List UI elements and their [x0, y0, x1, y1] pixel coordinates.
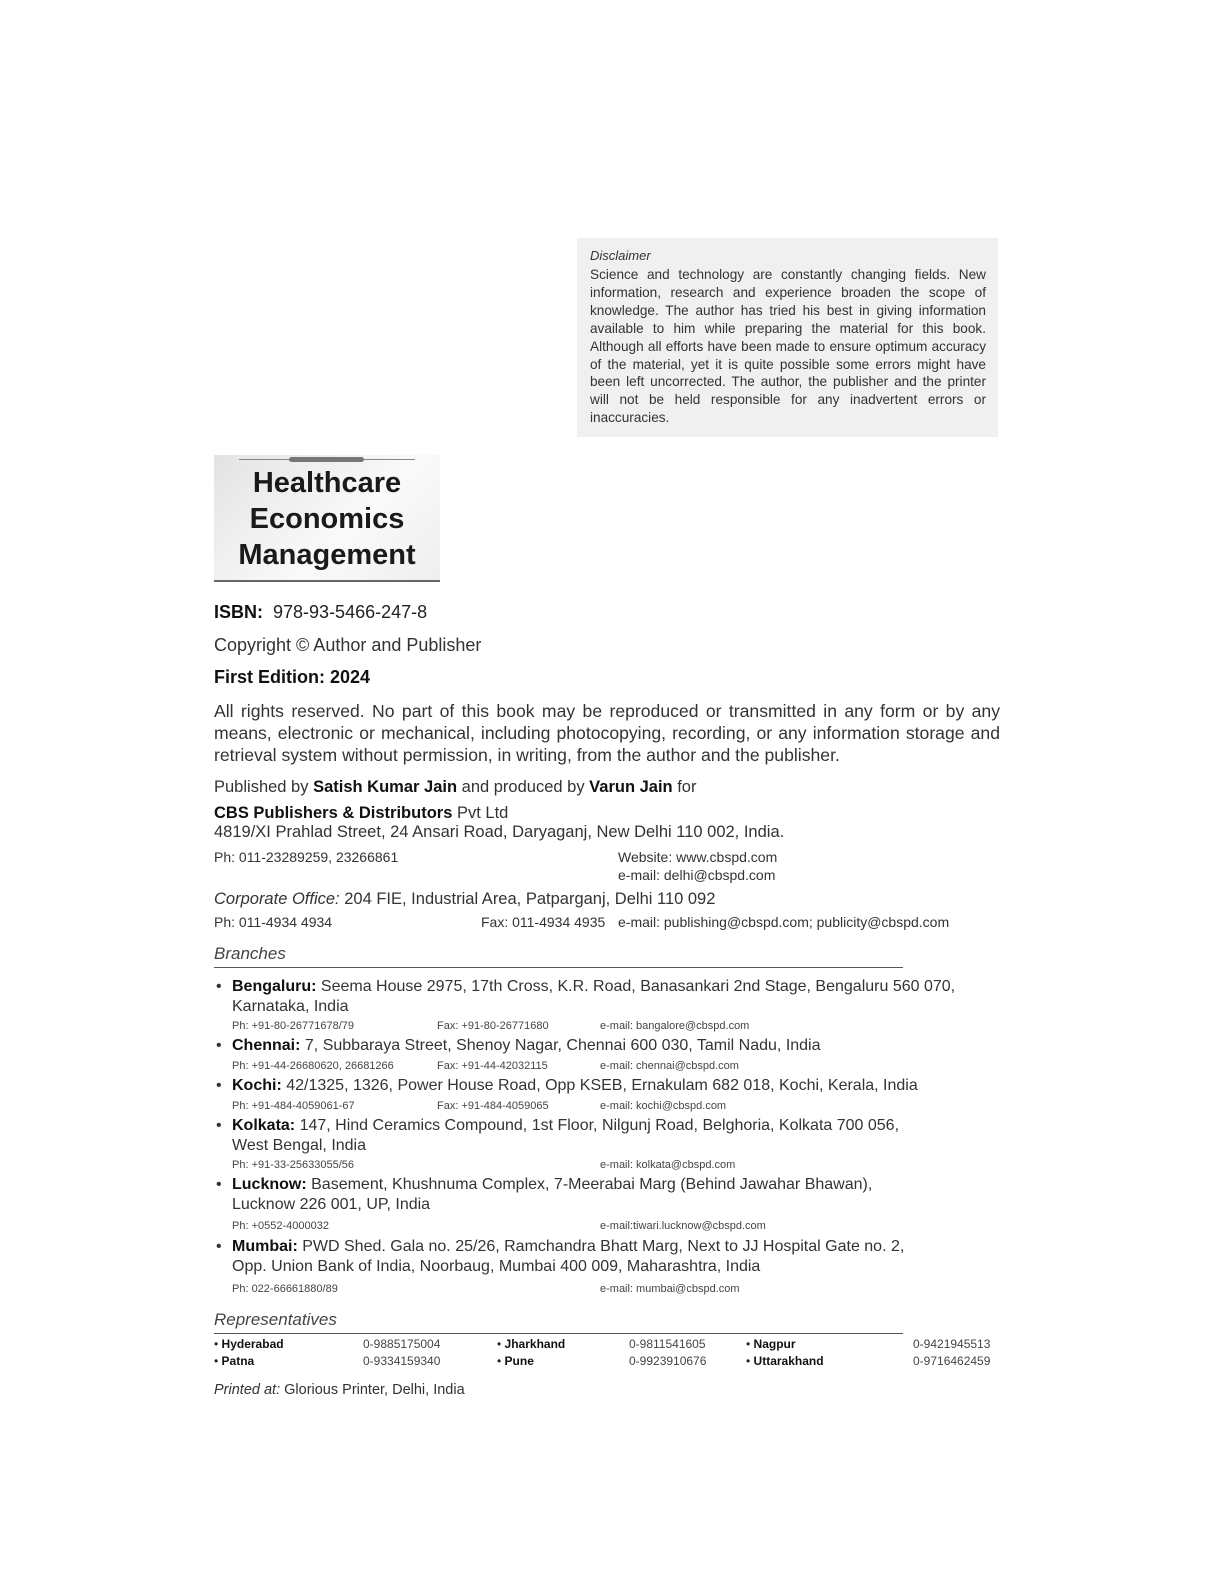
disclaimer-box: [577, 238, 998, 437]
divider: [214, 967, 903, 968]
branch-email: e-mail: kochi@cbspd.com: [600, 1100, 727, 1112]
branch-phone: Ph: +91-484-4059061-67: [232, 1100, 355, 1112]
branch-city: Mumbai:: [232, 1238, 298, 1255]
representative-city: • Uttarakhand: [746, 1354, 824, 1368]
branch-item: [232, 1237, 904, 1257]
representative-phone: 0-9885175004: [363, 1337, 441, 1351]
publisher-name: Satish Kumar Jain: [313, 778, 458, 796]
printed-at: [214, 1381, 465, 1399]
corporate-email[interactable]: e-mail: publishing@cbspd.com; publicity@cbspd.com: [618, 914, 950, 930]
branch-email: e-mail: bangalore@cbspd.com: [600, 1020, 750, 1032]
representative-phone: 0-9421945513: [913, 1337, 991, 1351]
branch-city: Kochi:: [232, 1077, 282, 1094]
city: Pune: [504, 1354, 534, 1368]
company-website[interactable]: Website: www.cbspd.com: [618, 849, 778, 865]
branch-phone-row: [232, 1019, 354, 1033]
city: Uttarakhand: [753, 1354, 824, 1368]
branch-address: PWD Shed. Gala no. 25/26, Ramchandra Bhatt Marg, Next to JJ Hospital Gate no. 2,: [302, 1238, 905, 1255]
branch-address-line: [232, 1257, 760, 1277]
branch-address: 7, Subbaraya Street, Shenoy Nagar, Chennai 600 030, Tamil Nadu, India: [304, 1037, 821, 1054]
bullet-icon: •: [216, 1037, 222, 1054]
divider: [214, 1333, 903, 1334]
corporate-address: 204 FIE, Industrial Area, Patparganj, Delhi 110 092: [344, 890, 716, 908]
representative-phone: 0-9716462459: [913, 1354, 991, 1368]
city: Jharkhand: [504, 1337, 566, 1351]
branch-item: [232, 1036, 821, 1056]
representative-phone: 0-9334159340: [363, 1354, 441, 1368]
isbn-value: 978-93-5466-247-8: [273, 602, 428, 622]
branch-address: Basement, Khushnuma Complex, 7-Meerabai Marg (Behind Jawahar Bhawan),: [311, 1176, 873, 1193]
branch-city: Bengaluru:: [232, 978, 317, 995]
branch-phone-row: [232, 1158, 354, 1172]
branch-fax: Fax: +91-44-42032115: [437, 1060, 548, 1072]
branch-phone: Ph: +91-44-26680620, 26681266: [232, 1060, 394, 1072]
branch-item: [232, 1116, 899, 1136]
book-title-logo: [214, 455, 440, 582]
branch-email-cell: [600, 1219, 766, 1233]
branch-phone: Ph: 022-66661880/89: [232, 1283, 338, 1295]
branch-phone-row: [232, 1099, 355, 1113]
text: and produced by: [461, 778, 585, 796]
branch-address-line: [232, 1136, 366, 1156]
bullet-icon: •: [216, 1077, 222, 1094]
branch-address: West Bengal, India: [232, 1137, 367, 1154]
bullet-icon: •: [216, 1117, 222, 1134]
printer: Glorious Printer, Delhi, India: [284, 1382, 465, 1398]
branch-email-cell: [600, 1099, 726, 1113]
branch-item: [232, 977, 955, 997]
branch-address: Karnataka, India: [232, 998, 349, 1015]
company-suffix: Pvt Ltd: [456, 804, 509, 822]
branch-address: Seema House 2975, 17th Cross, K.R. Road, Banasankari 2nd Stage, Bengaluru 560 070,: [320, 978, 956, 995]
branch-email: e-mail: mumbai@cbspd.com: [600, 1283, 740, 1295]
representative-city: • Pune: [497, 1354, 534, 1368]
book-title: [214, 465, 440, 573]
bullet-icon: •: [216, 978, 222, 995]
branch-address: 42/1325, 1326, Power House Road, Opp KSEB, Ernakulam 682 018, Kochi, Kerala, India: [286, 1077, 918, 1094]
bullet-icon: •: [216, 1176, 222, 1193]
label: Corporate Office:: [214, 890, 340, 908]
isbn: [214, 601, 427, 623]
branch-fax-cell: [437, 1019, 549, 1033]
company-phone: Ph: 011-23289259, 23266861: [214, 849, 399, 865]
city: Hyderabad: [221, 1337, 284, 1351]
branch-email-cell: [600, 1019, 749, 1033]
representative-phone: 0-9811541605: [629, 1337, 706, 1351]
edition: First Edition: 2024: [214, 667, 371, 687]
branch-email: e-mail: chennai@cbspd.com: [600, 1060, 739, 1072]
branch-city: Lucknow:: [232, 1176, 307, 1193]
branch-phone-row: [232, 1059, 394, 1073]
text: for: [677, 778, 697, 796]
branch-email-cell: [600, 1059, 739, 1073]
representative-city: • Patna: [214, 1354, 255, 1368]
branch-item: [232, 1076, 918, 1096]
representative-city: • Nagpur: [746, 1337, 796, 1351]
branch-address: Opp. Union Bank of India, Noorbaug, Mumbai 400 009, Maharashtra, India: [232, 1258, 761, 1275]
logo-bar: [289, 457, 364, 462]
branch-fax: Fax: +91-80-26771680: [437, 1020, 549, 1032]
disclaimer-title: Disclaimer: [590, 248, 651, 263]
published-by: [214, 777, 696, 797]
book-title-line: Management: [238, 539, 416, 571]
branch-address: Lucknow 226 001, UP, India: [232, 1196, 431, 1213]
branch-item: [232, 1175, 872, 1195]
city: Nagpur: [753, 1337, 796, 1351]
branch-phone: Ph: +91-80-26771678/79: [232, 1020, 355, 1032]
bullet-icon: •: [216, 1238, 222, 1255]
branch-fax-cell: [437, 1059, 548, 1073]
company-name: [214, 803, 508, 823]
producer-name: Varun Jain: [589, 778, 673, 796]
branch-fax-cell: [437, 1099, 549, 1113]
company: CBS Publishers & Distributors: [214, 804, 453, 822]
representative-city: • Hyderabad: [214, 1337, 284, 1351]
text: Published by: [214, 778, 309, 796]
company-email[interactable]: e-mail: delhi@cbspd.com: [618, 867, 776, 883]
branch-fax: Fax: +91-484-4059065: [437, 1100, 549, 1112]
branch-address-line: [232, 997, 349, 1017]
city: Patna: [221, 1354, 255, 1368]
disclaimer-text: Science and technology are constantly changing fields. New information, research and experience broaden the scope of knowledge. The author has tried his best in giving information available to him while preparing the material for this book. Although all efforts have been made to ensure optimum accuracy of the material, yet it is quite possible some errors might have been left uncorrected. The author, the publisher and the printer will not be held responsible for any inadvertent errors or inaccuracies.: [590, 267, 986, 426]
branch-email-cell: [600, 1282, 740, 1296]
label: Printed at:: [214, 1382, 281, 1398]
branch-email: e-mail: kolkata@cbspd.com: [600, 1159, 736, 1171]
branches-heading: Branches: [214, 944, 286, 963]
branch-city: Kolkata:: [232, 1117, 296, 1134]
corporate-phone: Ph: 011-4934 4934: [214, 914, 333, 930]
book-title-line: Healthcare: [252, 467, 402, 499]
representative-phone: 0-9923910676: [629, 1354, 707, 1368]
isbn-label: ISBN:: [214, 602, 263, 622]
branch-email: e-mail:tiwari.lucknow@cbspd.com: [600, 1220, 766, 1232]
branch-phone: Ph: +91-33-25633055/56: [232, 1159, 355, 1171]
company-address: 4819/XI Prahlad Street, 24 Ansari Road, Daryaganj, New Delhi 110 002, India.: [214, 823, 785, 841]
branch-city: Chennai:: [232, 1037, 301, 1054]
branch-phone: Ph: +0552-4000032: [232, 1220, 329, 1232]
book-title-line: Economics: [249, 503, 405, 535]
corporate-office: [214, 889, 715, 909]
representatives-heading: Representatives: [214, 1310, 337, 1329]
branch-email-cell: [600, 1158, 735, 1172]
branch-address-line: [232, 1195, 430, 1215]
representative-city: • Jharkhand: [497, 1337, 566, 1351]
corporate-fax: Fax: 011-4934 4935: [481, 914, 606, 930]
copyright: Copyright © Author and Publisher: [214, 635, 482, 655]
branch-phone-row: [232, 1282, 338, 1296]
branch-address: 147, Hind Ceramics Compound, 1st Floor, Nilgunj Road, Belghoria, Kolkata 700 056,: [299, 1117, 900, 1134]
branch-phone-row: [232, 1219, 329, 1233]
rights-statement: All rights reserved. No part of this book may be reproduced or transmitted in any form or by any means, electronic or mechanical, including photocopying, recording, or any information storage and retrieval system without permission, in writing, from the author and the publisher.: [214, 701, 1000, 765]
